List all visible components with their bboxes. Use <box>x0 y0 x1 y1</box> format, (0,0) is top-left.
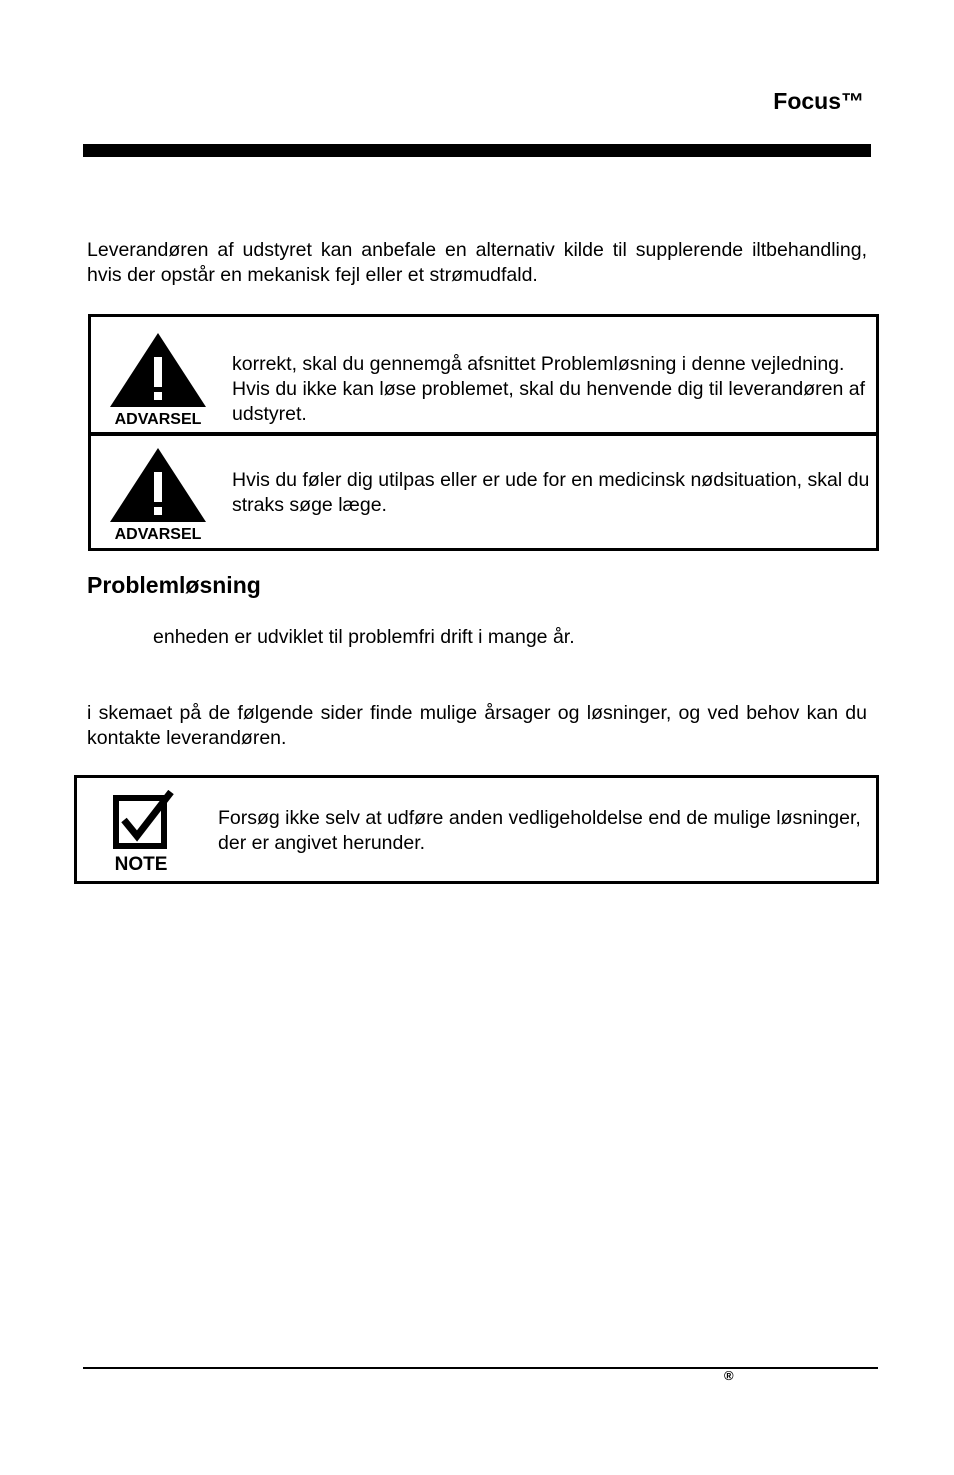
warning-label: ADVARSEL <box>114 411 202 427</box>
page-header-title: Focus™ <box>773 88 864 114</box>
registered-mark: ® <box>724 1368 734 1383</box>
section-heading: Problemløsning <box>87 572 261 598</box>
note-text: Forsøg ikke selv at udføre anden vedligeholdelse end de mulige løsninger, der er angivet herunder. <box>218 807 861 854</box>
troubleshooting-line-1: enheden er udviklet til problemfri drift i mange år. <box>153 626 575 648</box>
warning-triangle-icon <box>106 331 210 427</box>
checkmark-box-icon <box>109 790 179 872</box>
warning-row-1 <box>91 317 876 432</box>
warning-label: ADVARSEL <box>114 526 202 542</box>
warning-triangle-icon <box>106 446 210 542</box>
note-label: NOTE <box>114 854 168 872</box>
troubleshooting-line-2: i skemaet på de følgende sider finde mulige årsager og løsninger, og ved behov kan du kontakte leverandøren. <box>87 702 867 749</box>
footer-rule <box>83 1367 878 1369</box>
warning-text: Hvis du føler dig utilpas eller er ude for en medicinsk nødsituation, skal du straks søge læge. <box>232 469 870 516</box>
header-rule <box>83 144 871 157</box>
intro-paragraph: Leverandøren af udstyret kan anbefale en alternativ kilde til supplerende iltbehandling, hvis der opstår en mekanisk fejl eller et strømudfald. <box>87 239 867 286</box>
warning-text: korrekt, skal du gennemgå afsnittet Problemløsning i denne vejledning. Hvis du ikke kan løse problemet, skal du henvende dig til leverandøren af udstyret. <box>232 353 865 425</box>
note-box <box>74 775 879 884</box>
warning-row-2 <box>91 436 876 548</box>
warning-box <box>88 314 879 551</box>
